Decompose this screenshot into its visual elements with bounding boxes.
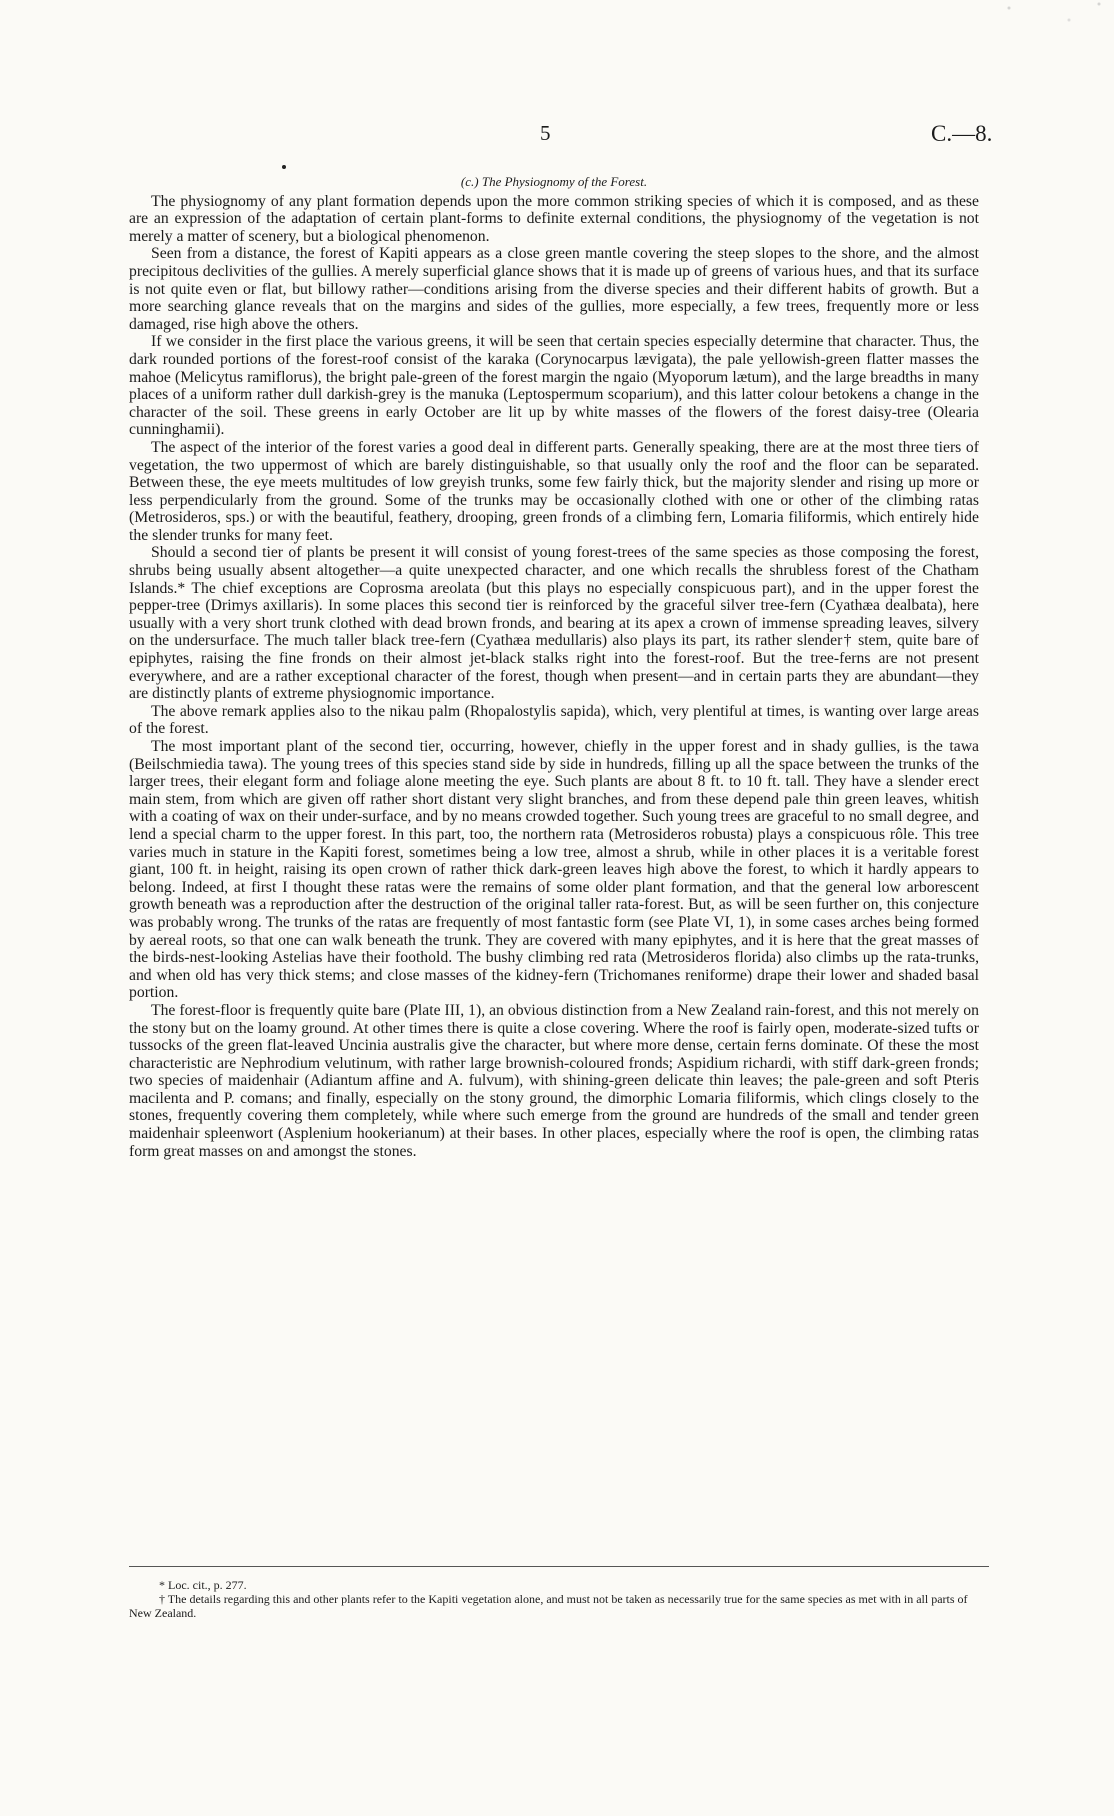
forest-physiognomy-section <box>129 173 979 1160</box>
footnote: † The details regarding this and other plants refer to the Kapiti vegetation alone, and must not be taken as necessarily true for the same species as met with in all parts of New Zealand. <box>129 1592 968 1620</box>
ink-dot <box>282 165 286 169</box>
footnote-rule <box>129 1566 989 1567</box>
paragraph: The forest-floor is frequently quite bare (Plate III, 1), an obvious distinction from a New Zealand rain-forest, and this not merely on the stony but on the loamy ground. At other times there is quite a close covering. Where the roof is fairly open, moderate-sized tufts or tussocks of the green flat-leaved Uncinia australis give the character, but where more dense, certain ferns dominate. Of these the most characteristic are Nephrodium velutinum, with rather large brownish-coloured fronds; Aspidium richardi, with stiff dark-green fronds; two species of maidenhair (Adiantum affine and A. fulvum), with shining-green delicate thin leaves; the pale-green and soft Pteris macilenta and P. comans; and finally, especially on the stony ground, the dimorphic Lomaria filiformis, which clings closely to the stones, frequently covering them completely, while where such emerge from the ground are hundreds of the small and tender green maidenhair spleenwort (Asplenium hookerianum) at their bases. In other places, especially where the roof is open, the climbing ratas form great masses on and amongst the stones. <box>129 1001 979 1160</box>
paragraph: Seen from a distance, the forest of Kapiti appears as a close green mantle covering the steep slopes to the shore, and the almost precipitous declivities of the gullies. A merely superficial glance shows that it is made up of greens of various hues, and that its surface is not quite even or flat, but billowy rather—conditions arising from the diverse species and their different habits of growth. But a more searching glance reveals that on the margins and sides of the gullies, more especially, a few trees, frequently more or less damaged, rise high above the others. <box>129 245 979 333</box>
page-number: 5 <box>540 121 551 145</box>
paragraph: The aspect of the interior of the forest varies a good deal in different parts. Generally speaking, there are at the most three tiers of vegetation, the two uppermost of which are barely distinguishable, so that usually only the roof and the floor can be separated. Between these, the eye meets multitudes of low greyish trunks, some few fairly thick, but the majority slender and rising up more or less perpendicularly from the ground. Some of the trunks may be occasionally clothed with one or other of the climbing ratas (Metrosideros, sps.) or with the beautiful, feathery, drooping, green fronds of a climbing fern, Lomaria filiformis, which entirely hide the slender trunks for many feet. <box>129 438 979 544</box>
paragraph: Should a second tier of plants be present it will consist of young forest-trees of the same species as those composing the forest, shrubs being usually absent altogether—a quite unexpected character, and one which recalls the shrubless forest of the Chatham Islands.* The chief exceptions are Coprosma areolata (but this plays no especially conspicuous part), and in the upper forest the pepper-tree (Drimys axillaris). In some places this second tier is reinforced by the graceful silver tree-fern (Cyathæa dealbata), here usually with a very short trunk clothed with dead brown fronds, and bearing at its apex a crown of immense spreading leaves, silvery on the undersurface. The much taller black tree-fern (Cyathæa medullaris) also plays its part, its rather slender† stem, quite bare of epiphytes, raising the fine fronds on their almost jet-black stalks right into the forest-roof. But the tree-ferns are not present everywhere, and are a rather exceptional character of the forest, though when present—and in certain parts they are abundant—they are distinctly plants of extreme physiognomic importance. <box>129 544 979 703</box>
scan-specks <box>964 0 1114 40</box>
footnote: * Loc. cit., p. 277. <box>159 1578 247 1592</box>
document-code: C.—8. <box>931 121 993 146</box>
paragraph: The above remark applies also to the nikau palm (Rhopalostylis sapida), which, very plentiful at times, is wanting over large areas of the forest. <box>129 702 979 738</box>
paragraph: The most important plant of the second tier, occurring, however, chiefly in the upper forest and in shady gullies, is the tawa (Beilschmiedia tawa). The young trees of this species stand side by side in hundreds, filling up all the space between the trunks of the larger trees, their elegant form and foliage alone meeting the eye. Such plants are about 8 ft. to 10 ft. tall. They have a slender erect main stem, from which are given off rather short distant very slight branches, and from these depend pale thin green leaves, whitish with a coating of wax on their under-surface, and by no means crowded together. Such young trees are graceful to no small degree, and lend a special charm to the upper forest. In this part, too, the northern rata (Metrosideros robusta) plays a conspicuous rôle. This tree varies much in stature in the Kapiti forest, sometimes being a low tree, almost a shrub, while in other places it is a veritable forest giant, 100 ft. in height, raising its open crown of rather thick dark-green leaves high above the forest, to which it hardly appears to belong. Indeed, at first I thought these ratas were the remains of some older plant formation, and that the general low arborescent growth beneath was a reproduction after the destruction of the original taller rata-forest. But, as will be seen further on, this conjecture was probably wrong. The trunks of the ratas are frequently of most fantastic form (see Plate VI, 1), in some cases arches being formed by aereal roots, so that one can walk beneath the trunk. They are covered with many epiphytes, and it is here that the great masses of the birds-nest-looking Astelias have their foothold. The bushy climbing red rata (Metrosideros florida) also climbs up the rata-trunks, and when old has very thick stems; and close masses of the kidney-fern (Trichomanes reniforme) drape their lower and shaded basal portion. <box>129 738 979 1002</box>
section-title: (c.) The Physiognomy of the Forest. <box>460 174 648 189</box>
paragraph: If we consider in the first place the various greens, it will be seen that certain species especially determine that character. Thus, the dark rounded portions of the forest-roof consist of the karaka (Corynocarpus lævigata), the pale yellowish-green flatter masses the mahoe (Melicytus ramiflorus), the bright pale-green of the forest margin the ngaio (Myoporum lætum), and the large breadths in many places of a uniform rather dull darkish-grey is the manuka (Leptospermum scoparium), and this latter colour betokens a change in the character of the soil. These greens in early October are lit up by white masses of the flowers of the forest daisy-tree (Olearia cunninghamii). <box>129 333 979 439</box>
paragraph: The physiognomy of any plant formation depends upon the more common striking species of which it is composed, and as these are an expression of the adaptation of certain plant-forms to definite external conditions, the physiognomy of the vegetation is not merely a matter of scenery, but a biological phenomenon. <box>129 192 979 245</box>
